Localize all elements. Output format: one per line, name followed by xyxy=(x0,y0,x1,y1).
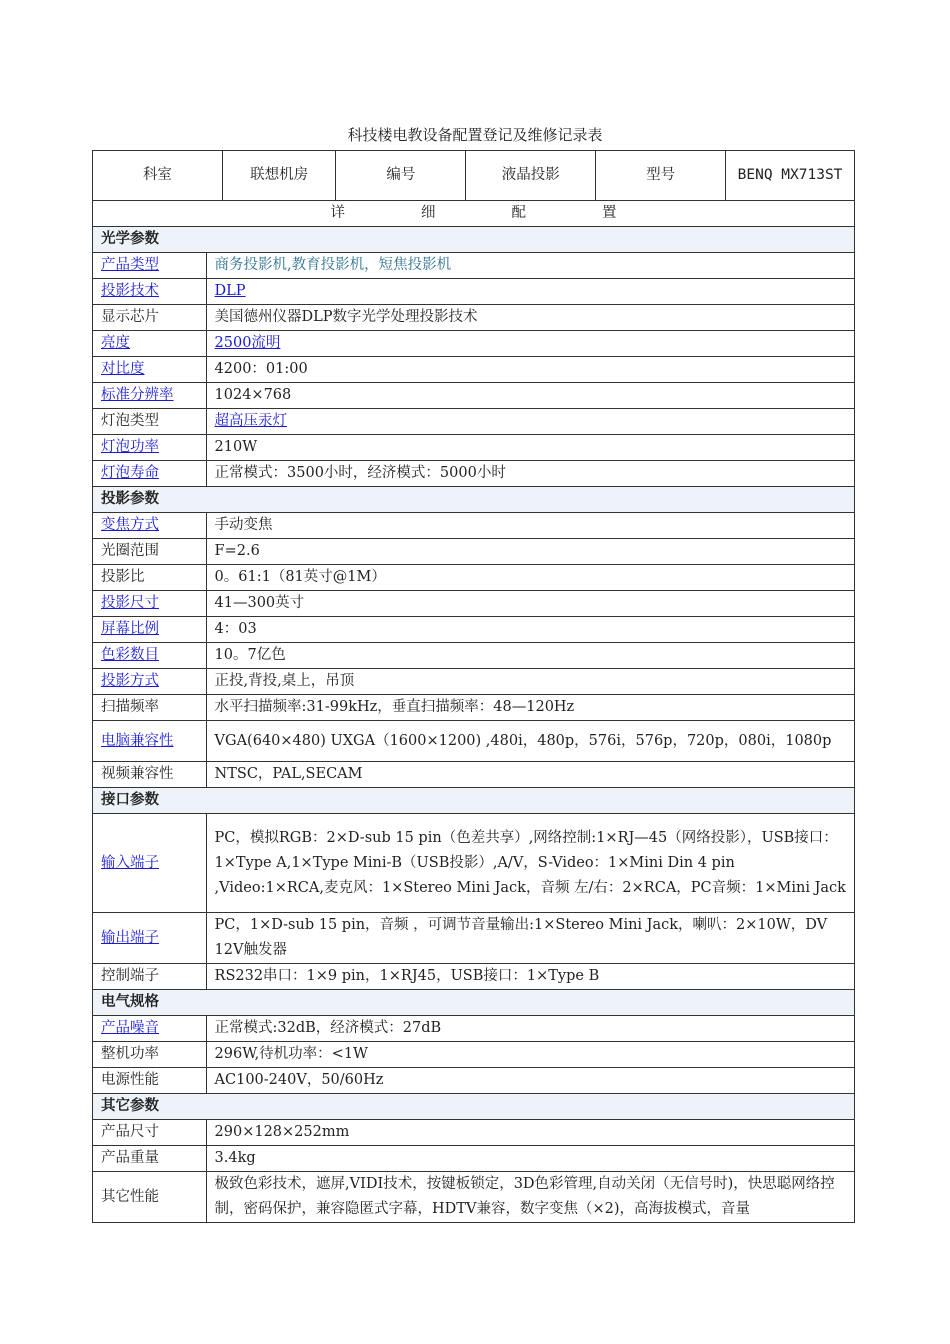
number-label: 编号 xyxy=(336,151,466,201)
value-video-compat: NTSC，PAL,SECAM xyxy=(206,762,854,788)
label-display-chip: 显示芯片 xyxy=(93,305,207,331)
link-resolution[interactable]: 标准分辨率 xyxy=(101,387,174,403)
value-mode: 正投,背投,桌上，吊顶 xyxy=(206,669,854,695)
link-projection-tech[interactable]: 投影技术 xyxy=(101,283,159,299)
label-control: 控制端子 xyxy=(93,964,207,990)
model-label: 型号 xyxy=(596,151,726,201)
table-row xyxy=(93,1068,855,1094)
value-aspect: 4：03 xyxy=(206,617,854,643)
link-pc-compat[interactable]: 电脑兼容性 xyxy=(101,732,174,749)
link-noise[interactable]: 产品噪音 xyxy=(101,1020,159,1036)
value-control: RS232串口：1×9 pin，1×RJ45，USB接口：1×Type B xyxy=(206,964,854,990)
value-lamp-life: 正常模式：3500小时，经济模式：5000小时 xyxy=(206,461,854,487)
link-contrast[interactable]: 对比度 xyxy=(101,361,145,377)
value-lamp-power: 210W xyxy=(206,435,854,461)
value-aperture: F=2.6 xyxy=(206,539,854,565)
value-supply: AC100-240V，50/60Hz xyxy=(206,1068,854,1094)
value-product-type: 商务投影机,教育投影机，短焦投影机 xyxy=(206,253,854,279)
table-row xyxy=(93,591,855,617)
table-row xyxy=(93,1120,855,1146)
table-row xyxy=(93,539,855,565)
table-row xyxy=(93,383,855,409)
table-row xyxy=(93,913,855,964)
value-noise: 正常模式:32dB，经济模式：27dB xyxy=(206,1016,854,1042)
value-dimensions: 290×128×252mm xyxy=(206,1120,854,1146)
label-other-perf: 其它性能 xyxy=(93,1172,207,1223)
detail-heading: 详 细 配 置 xyxy=(93,201,855,227)
link-brightness-value[interactable]: 2500流明 xyxy=(214,335,281,351)
link-input[interactable]: 输入端子 xyxy=(101,854,159,871)
link-brightness[interactable]: 亮度 xyxy=(101,335,130,351)
table-row xyxy=(93,964,855,990)
link-lamp-type-value[interactable]: 超高压汞灯 xyxy=(214,413,288,429)
label-video-compat: 视频兼容性 xyxy=(93,762,207,788)
label-lamp-type: 灯泡类型 xyxy=(93,409,207,435)
label-power: 整机功率 xyxy=(93,1042,207,1068)
link-lamp-power[interactable]: 灯泡功率 xyxy=(101,439,159,455)
label-throw-ratio: 投影比 xyxy=(93,565,207,591)
header-row xyxy=(93,151,855,201)
value-zoom: 手动变焦 xyxy=(206,513,854,539)
section-optical: 光学参数 xyxy=(93,227,855,253)
model-value: BENQ MX713ST xyxy=(726,151,855,201)
table-row xyxy=(93,695,855,721)
value-power: 296W,待机功率：<1W xyxy=(206,1042,854,1068)
section-other: 其它参数 xyxy=(93,1094,855,1120)
table-row xyxy=(93,1016,855,1042)
table-row xyxy=(93,279,855,305)
table-row xyxy=(93,435,855,461)
table-row xyxy=(93,721,855,762)
number-value: 液晶投影 xyxy=(466,151,596,201)
table-row xyxy=(93,643,855,669)
table-row xyxy=(93,461,855,487)
table-row xyxy=(93,814,855,913)
value-throw-ratio: 0。61:1（81英寸@1M） xyxy=(206,565,854,591)
table-row xyxy=(93,1042,855,1068)
table-row xyxy=(93,357,855,383)
value-weight: 3.4kg xyxy=(206,1146,854,1172)
table-row xyxy=(93,513,855,539)
table-row xyxy=(93,253,855,279)
table-row xyxy=(93,331,855,357)
value-input: PC，模拟RGB：2×D-sub 15 pin（色差共享）,网络控制:1×RJ—45（网络投影），USB接口：1×Type A,1×Type Mini-B（USB投影）,A/V，S-Video：1×Mini Din 4 pin ,Video:1×RCA,麦克风：1×Stereo Mini Jack，音频 左/右：2×RCA，PC音频：1×Mini Jack xyxy=(206,814,854,913)
table-row xyxy=(93,1172,855,1223)
link-product-type[interactable]: 产品类型 xyxy=(101,257,159,273)
table-row xyxy=(93,305,855,331)
value-size: 41—300英寸 xyxy=(206,591,854,617)
section-electrical: 电气规格 xyxy=(93,990,855,1016)
value-scan: 水平扫描频率:31-99kHz，垂直扫描频率：48—120Hz xyxy=(206,695,854,721)
value-resolution: 1024×768 xyxy=(206,383,854,409)
link-mode[interactable]: 投影方式 xyxy=(101,673,159,689)
value-contrast: 4200：01:00 xyxy=(206,357,854,383)
value-other-perf: 极致色彩技术，遮屏,VIDI技术，按键板锁定，3D色彩管理,自动关闭（无信号时)，快思聪网络控制，密码保护，兼容隐匿式字幕，HDTV兼容，数字变焦（×2)，高海拔模式，音量 xyxy=(206,1172,854,1223)
link-output[interactable]: 输出端子 xyxy=(101,929,159,946)
label-scan: 扫描频率 xyxy=(93,695,207,721)
document-title: 科技楼电教设备配置登记及维修记录表 xyxy=(347,126,603,144)
label-aperture: 光圈范围 xyxy=(93,539,207,565)
table-row xyxy=(93,1146,855,1172)
value-colors: 10。7亿色 xyxy=(206,643,854,669)
dept-value: 联想机房 xyxy=(222,151,336,201)
label-supply: 电源性能 xyxy=(93,1068,207,1094)
table-row xyxy=(93,409,855,435)
detail-heading-row xyxy=(93,201,855,227)
config-table xyxy=(92,150,855,1223)
section-projection: 投影参数 xyxy=(93,487,855,513)
link-zoom[interactable]: 变焦方式 xyxy=(101,517,159,533)
table-row xyxy=(93,669,855,695)
value-output: PC，1×D-sub 15 pin，音频 ，可调节音量输出:1×Stereo Mini Jack，喇叭：2×10W，DV 12V触发器 xyxy=(206,913,854,964)
table-row xyxy=(93,565,855,591)
table-row xyxy=(93,762,855,788)
link-lamp-life[interactable]: 灯泡寿命 xyxy=(101,465,159,481)
label-dimensions: 产品尺寸 xyxy=(93,1120,207,1146)
table-row xyxy=(93,617,855,643)
value-pc-compat: VGA(640×480) UXGA（1600×1200) ,480i，480p，576i，576p，720p，080i，1080p xyxy=(206,721,854,762)
link-dlp[interactable]: DLP xyxy=(214,283,246,299)
dept-label: 科室 xyxy=(93,151,223,201)
link-colors[interactable]: 色彩数目 xyxy=(101,647,159,663)
link-size[interactable]: 投影尺寸 xyxy=(101,595,159,611)
value-display-chip: 美国德州仪器DLP数字光学处理投影技术 xyxy=(206,305,854,331)
section-interface: 接口参数 xyxy=(93,788,855,814)
link-aspect[interactable]: 屏幕比例 xyxy=(101,621,159,637)
label-weight: 产品重量 xyxy=(93,1146,207,1172)
